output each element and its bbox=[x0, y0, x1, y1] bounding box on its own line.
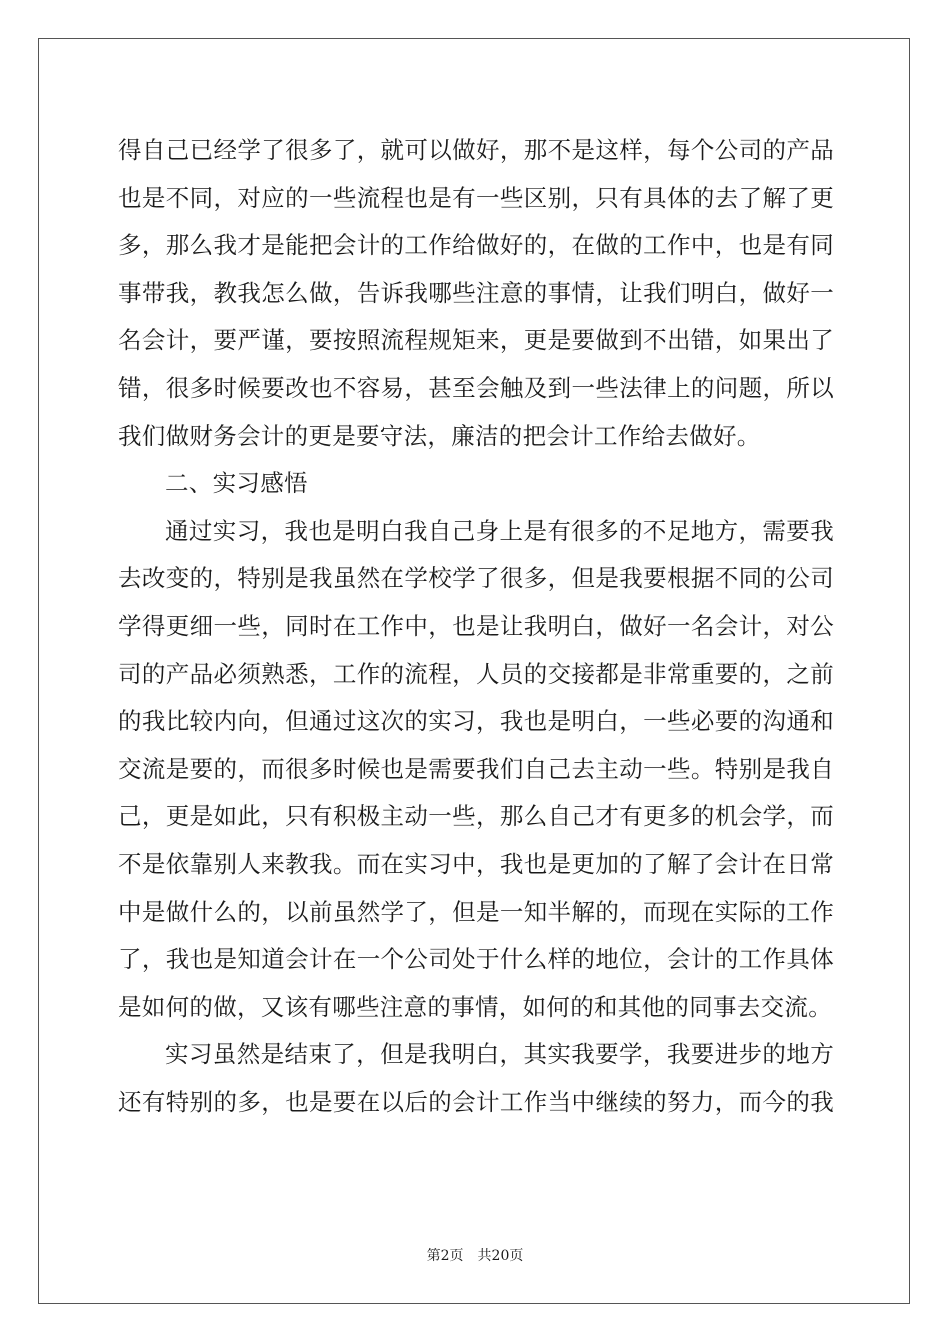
document-body bbox=[118, 127, 834, 1126]
paragraph-line: 还有特别的多，也是要在以后的会计工作当中继续的努力，而今的我 bbox=[118, 1087, 834, 1116]
paragraph-line: 通过实习，我也是明白我自己身上是有很多的不足地方，需要我 bbox=[165, 516, 834, 545]
paragraph-line: 名会计，要严谨，要按照流程规矩来，更是要做到不出错，如果出了 bbox=[118, 326, 834, 355]
paragraph-line: 己，更是如此，只有积极主动一些，那么自己才有更多的机会学，而 bbox=[118, 802, 834, 831]
paragraph-line: 学得更细一些，同时在工作中，也是让我明白，做好一名会计，对公 bbox=[118, 611, 834, 640]
paragraph-line: 交流是要的，而很多时候也是需要我们自己去主动一些。特别是我自 bbox=[118, 754, 834, 783]
page-footer bbox=[0, 1245, 950, 1265]
paragraph-line: 不是依靠别人来教我。而在实习中，我也是更加的了解了会计在日常 bbox=[118, 849, 834, 878]
paragraph-line: 去改变的，特别是我虽然在学校学了很多，但是我要根据不同的公司 bbox=[118, 564, 834, 593]
paragraph-line: 了，我也是知道会计在一个公司处于什么样的地位，会计的工作具体 bbox=[118, 945, 834, 974]
paragraph-line: 得自己已经学了很多了，就可以做好，那不是这样，每个公司的产品 bbox=[118, 136, 834, 164]
paragraph-line: 错，很多时候要改也不容易，甚至会触及到一些法律上的问题，所以 bbox=[118, 373, 834, 402]
paragraph-line: 实习虽然是结束了，但是我明白，其实我要学，我要进步的地方 bbox=[165, 1040, 834, 1069]
section-heading: 二、实习感悟 bbox=[165, 469, 308, 498]
paragraph-line: 事带我，教我怎么做，告诉我哪些注意的事情，让我们明白，做好一 bbox=[118, 278, 834, 307]
paragraph-line: 司的产品必须熟悉，工作的流程，人员的交接都是非常重要的，之前 bbox=[118, 659, 834, 688]
paragraph-line: 中是做什么的，以前虽然学了，但是一知半解的，而现在实际的工作 bbox=[118, 897, 834, 926]
page-total: 共20页 bbox=[477, 1248, 524, 1264]
paragraph-line: 的我比较内向，但通过这次的实习，我也是明白，一些必要的沟通和 bbox=[118, 707, 834, 736]
paragraph-line: 也是不同，对应的一些流程也是有一些区别，只有具体的去了解了更 bbox=[118, 183, 834, 212]
paragraph-line: 是如何的做，又该有哪些注意的事情，如何的和其他的同事去交流。 bbox=[118, 992, 832, 1021]
paragraph-line: 多，那么我才是能把会计的工作给做好的，在做的工作中，也是有同 bbox=[118, 231, 834, 260]
paragraph-line: 我们做财务会计的更是要守法，廉洁的把会计工作给去做好。 bbox=[118, 421, 761, 450]
page-number: 第2页 bbox=[426, 1248, 464, 1264]
